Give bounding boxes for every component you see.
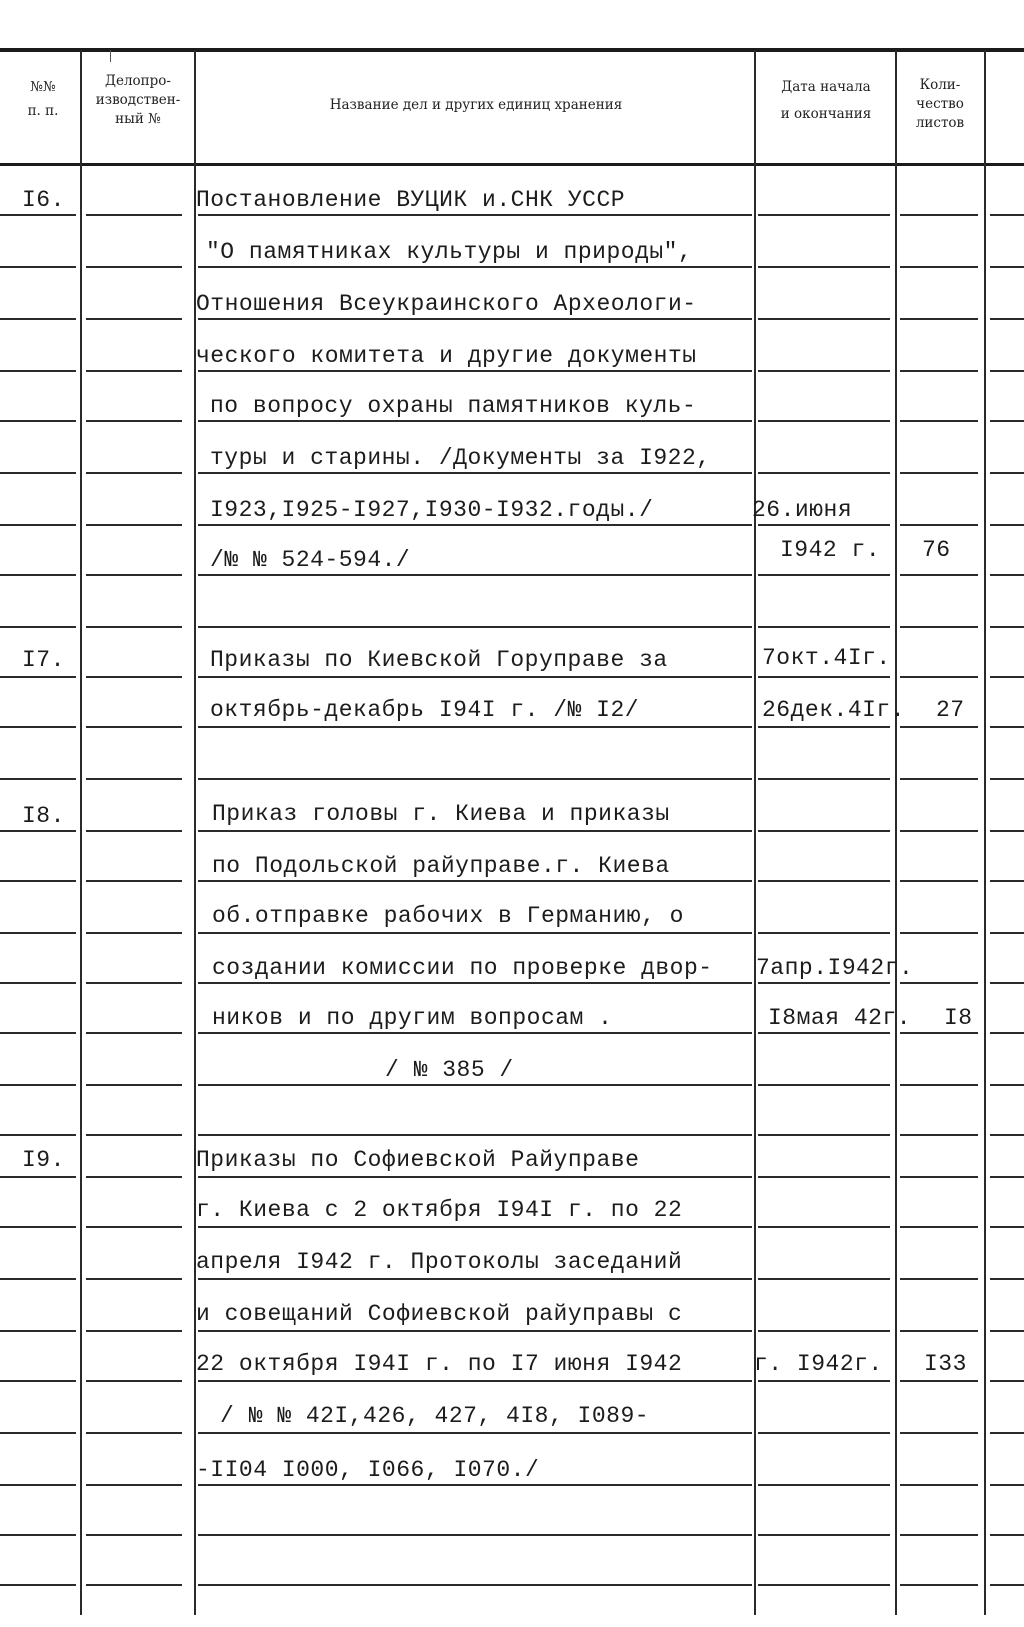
ruled-line — [758, 1484, 890, 1486]
header-text: чество — [916, 96, 964, 112]
ruled-line — [86, 472, 182, 474]
entry-sheets: I33 — [924, 1351, 967, 1377]
ruled-line — [900, 880, 978, 882]
ruled-line — [900, 214, 978, 216]
entry-title-line: туры и старины. /Документы за I922, — [210, 445, 711, 471]
ruled-line — [900, 370, 978, 372]
ruled-line — [900, 982, 978, 984]
ruled-line — [86, 1484, 182, 1486]
ruled-line — [758, 726, 890, 728]
ruled-line — [198, 574, 752, 576]
ruled-line — [990, 932, 1024, 934]
entry-date-start: 26.июня — [752, 497, 853, 523]
ruled-line — [990, 472, 1024, 474]
entry-title-line: апреля I942 г. Протоколы заседаний — [196, 1249, 683, 1275]
header-text: п. п. — [27, 103, 59, 119]
ruled-line — [990, 420, 1024, 422]
ruled-line — [900, 1176, 978, 1178]
entry-title-line: октябрь-декабрь I94I г. /№ I2/ — [210, 697, 640, 723]
header-office-number — [84, 72, 192, 129]
ruled-line — [0, 574, 76, 576]
ruled-line — [758, 1134, 890, 1136]
ruled-line — [86, 726, 182, 728]
entry-title-line: г. Киева с 2 октября I94I г. по 22 — [196, 1197, 683, 1223]
entry-title-line: и совещаний Софиевской райуправы с — [196, 1301, 683, 1327]
header-text: Делопро- — [105, 73, 171, 89]
ruled-line — [0, 1226, 76, 1228]
ruled-line — [900, 1584, 978, 1586]
ruled-line — [990, 214, 1024, 216]
ruled-line — [0, 1084, 76, 1086]
ruled-line — [198, 420, 752, 422]
ruled-line — [0, 778, 76, 780]
header-bottom-border — [0, 163, 1024, 166]
ruled-line — [0, 214, 76, 216]
entry-title-line: по вопросу охраны памятников куль- — [210, 393, 697, 419]
ruled-line — [198, 318, 752, 320]
ruled-line — [900, 1084, 978, 1086]
entry-date-end: I942 г. — [780, 537, 881, 563]
ruled-line — [900, 1226, 978, 1228]
ruled-line — [900, 1380, 978, 1382]
ruled-line — [86, 1032, 182, 1034]
ruled-line — [990, 1330, 1024, 1332]
ruled-line — [0, 626, 76, 628]
ruled-line — [758, 982, 890, 984]
ruled-line — [758, 1584, 890, 1586]
ruled-line — [900, 932, 978, 934]
entry-title-line: 22 октября I94I г. по I7 июня I942 — [196, 1351, 683, 1377]
ruled-line — [0, 880, 76, 882]
ruled-line — [900, 574, 978, 576]
ruled-line — [900, 1534, 978, 1536]
entry-title-line: по Подольской райуправе.г. Киева — [212, 853, 670, 879]
ruled-line — [758, 830, 890, 832]
entry-number: I7. — [22, 647, 65, 673]
ruled-line — [198, 778, 752, 780]
ruled-line — [198, 1484, 752, 1486]
ruled-line — [990, 1584, 1024, 1586]
ruled-line — [86, 932, 182, 934]
ruled-line — [198, 1278, 752, 1280]
ruled-line — [758, 1380, 890, 1382]
entry-sheets: 27 — [936, 697, 965, 723]
ruled-line — [758, 266, 890, 268]
entry-title-line: Отношения Всеукраинского Археологи- — [196, 291, 697, 317]
ruled-line — [900, 1432, 978, 1434]
entry-sheets: I8 — [944, 1005, 973, 1031]
ruled-line — [86, 214, 182, 216]
ruled-line — [86, 1380, 182, 1382]
ruled-line — [198, 1584, 752, 1586]
ruled-line — [86, 574, 182, 576]
ruled-line — [990, 726, 1024, 728]
entry-title-line: / № № 42I,426, 427, 4I8, I089- — [220, 1403, 650, 1429]
ruled-line — [0, 1330, 76, 1332]
ruled-line — [0, 1134, 76, 1136]
ruled-line — [758, 1534, 890, 1536]
ruled-line — [990, 982, 1024, 984]
column-divider — [754, 50, 756, 1615]
entry-date-end: г. I942г. — [754, 1351, 883, 1377]
ruled-line — [900, 778, 978, 780]
header-text: изводствен- — [95, 92, 181, 108]
ruled-line — [900, 472, 978, 474]
ruled-line — [86, 318, 182, 320]
ruled-line — [990, 880, 1024, 882]
ruled-line — [198, 214, 752, 216]
entry-number: I6. — [22, 187, 65, 213]
ruled-line — [198, 830, 752, 832]
ruled-line — [758, 1084, 890, 1086]
ruled-line — [0, 1176, 76, 1178]
ruled-line — [990, 1176, 1024, 1178]
entry-number: I9. — [22, 1147, 65, 1173]
ruled-line — [990, 1432, 1024, 1434]
header-number — [10, 78, 76, 121]
ruled-line — [758, 880, 890, 882]
ruled-line — [990, 778, 1024, 780]
ruled-line — [990, 1032, 1024, 1034]
ruled-line — [198, 1032, 752, 1034]
entry-title-line: "О памятниках культуры и природы", — [206, 239, 693, 265]
ruled-line — [990, 1484, 1024, 1486]
ruled-line — [86, 626, 182, 628]
entry-title-line: Приказы по Киевской Горуправе за — [210, 647, 668, 673]
column-divider — [80, 50, 82, 1615]
ruled-line — [198, 1176, 752, 1178]
ruled-line — [86, 880, 182, 882]
tick-mark — [110, 50, 111, 62]
ruled-line — [758, 1278, 890, 1280]
ruled-line — [900, 318, 978, 320]
entry-title-line: Приказы по Софиевской Райуправе — [196, 1147, 640, 1173]
ruled-line — [198, 472, 752, 474]
ruled-line — [86, 778, 182, 780]
ruled-line — [0, 676, 76, 678]
ruled-line — [900, 830, 978, 832]
ruled-line — [900, 1484, 978, 1486]
ruled-line — [198, 626, 752, 628]
header-text: Название дел и других единиц хранения — [329, 97, 623, 113]
ruled-line — [758, 318, 890, 320]
column-divider — [984, 50, 986, 1615]
ruled-line — [990, 830, 1024, 832]
entry-title-line: Постановление ВУЦИК и.СНК УССР — [196, 187, 626, 213]
ruled-line — [0, 524, 76, 526]
ruled-line — [758, 626, 890, 628]
ruled-line — [900, 1032, 978, 1034]
entry-title-line: ников и по другим вопросам . — [212, 1005, 613, 1031]
ruled-line — [86, 982, 182, 984]
ruled-line — [900, 1330, 978, 1332]
header-text: листов — [915, 115, 965, 131]
ruled-line — [198, 982, 752, 984]
ruled-line — [0, 1584, 76, 1586]
entry-title-line: Приказ головы г. Киева и приказы — [212, 801, 670, 827]
ruled-line — [86, 1278, 182, 1280]
ruled-line — [900, 1134, 978, 1136]
entry-title-line: / № 385 / — [385, 1057, 514, 1083]
ruled-line — [758, 524, 890, 526]
ruled-line — [86, 1534, 182, 1536]
ruled-line — [990, 266, 1024, 268]
entry-title-line: ческого комитета и другие документы — [196, 343, 697, 369]
ruled-line — [900, 676, 978, 678]
ruled-line — [990, 676, 1024, 678]
header-text: Коли- — [919, 77, 961, 93]
header-text: ный № — [115, 111, 161, 127]
ruled-line — [990, 1226, 1024, 1228]
ruled-line — [86, 266, 182, 268]
ruled-line — [0, 1278, 76, 1280]
ruled-line — [198, 1380, 752, 1382]
ruled-line — [198, 726, 752, 728]
ruled-line — [758, 1432, 890, 1434]
ruled-line — [900, 1278, 978, 1280]
ruled-line — [198, 1134, 752, 1136]
ruled-line — [198, 1084, 752, 1086]
ruled-line — [0, 472, 76, 474]
ruled-line — [198, 1330, 752, 1332]
ruled-line — [0, 370, 76, 372]
ruled-line — [198, 676, 752, 678]
ruled-line — [990, 574, 1024, 576]
ruled-line — [198, 880, 752, 882]
entry-title-line: создании комиссии по проверке двор- — [212, 955, 713, 981]
ruled-line — [0, 318, 76, 320]
entry-date-end: 26дек.4Iг. — [762, 697, 906, 723]
ruled-line — [86, 1584, 182, 1586]
header-title — [200, 96, 752, 115]
ruled-line — [0, 420, 76, 422]
ruled-line — [900, 524, 978, 526]
ruled-line — [198, 266, 752, 268]
ruled-line — [0, 1032, 76, 1034]
ruled-line — [758, 1226, 890, 1228]
ruled-line — [86, 420, 182, 422]
entry-number: I8. — [22, 803, 65, 829]
header-text: и окончания — [780, 106, 872, 122]
ruled-line — [0, 982, 76, 984]
entry-date-start: 7апр.I942г. — [756, 955, 914, 981]
ruled-line — [758, 778, 890, 780]
ruled-line — [86, 676, 182, 678]
ruled-line — [0, 1484, 76, 1486]
ruled-line — [86, 1432, 182, 1434]
ruled-line — [900, 266, 978, 268]
entry-title-line: I923,I925-I927,I930-I932.годы./ — [210, 497, 654, 523]
ruled-line — [990, 1134, 1024, 1136]
ruled-line — [758, 420, 890, 422]
ruled-line — [990, 1278, 1024, 1280]
entry-title-line: -II04 I000, I066, I070./ — [196, 1457, 540, 1483]
ruled-line — [86, 1084, 182, 1086]
ruled-line — [758, 1032, 890, 1034]
header-text: №№ — [30, 79, 56, 95]
ruled-line — [0, 932, 76, 934]
ruled-line — [758, 1330, 890, 1332]
ruled-line — [990, 318, 1024, 320]
ruled-line — [900, 726, 978, 728]
ruled-line — [758, 574, 890, 576]
entry-date-end: I8мая 42г. — [768, 1005, 912, 1031]
ruled-line — [758, 472, 890, 474]
ruled-line — [198, 932, 752, 934]
ruled-line — [990, 1084, 1024, 1086]
top-border — [0, 48, 1024, 52]
ruled-line — [86, 1176, 182, 1178]
ruled-line — [0, 726, 76, 728]
ruled-line — [198, 524, 752, 526]
entry-title-line: /№ № 524-594./ — [210, 547, 411, 573]
ruled-line — [86, 830, 182, 832]
ruled-line — [0, 1380, 76, 1382]
ruled-line — [990, 626, 1024, 628]
ruled-line — [758, 676, 890, 678]
entry-sheets: 76 — [922, 537, 951, 563]
entry-date-start: 7окт.4Iг. — [762, 645, 891, 671]
ruled-line — [86, 1134, 182, 1136]
ruled-line — [758, 214, 890, 216]
ruled-line — [86, 1226, 182, 1228]
ruled-line — [86, 1330, 182, 1332]
header-sheets — [898, 76, 982, 133]
ruled-line — [198, 1226, 752, 1228]
ruled-line — [900, 420, 978, 422]
ruled-line — [0, 266, 76, 268]
column-divider — [194, 50, 196, 1615]
ruled-line — [990, 524, 1024, 526]
ruled-line — [198, 370, 752, 372]
ruled-line — [0, 1534, 76, 1536]
header-text: Дата начала — [781, 79, 871, 95]
header-dates — [758, 78, 894, 124]
ruled-line — [86, 370, 182, 372]
ruled-line — [990, 370, 1024, 372]
ruled-line — [0, 830, 76, 832]
ruled-line — [758, 370, 890, 372]
column-divider — [895, 50, 897, 1615]
ruled-line — [0, 1432, 76, 1434]
ruled-line — [86, 524, 182, 526]
ruled-line — [198, 1534, 752, 1536]
ruled-line — [198, 1432, 752, 1434]
ruled-line — [758, 932, 890, 934]
ruled-line — [990, 1380, 1024, 1382]
entry-title-line: об.отправке рабочих в Германию, о — [212, 903, 684, 929]
ruled-line — [900, 626, 978, 628]
ruled-line — [990, 1534, 1024, 1536]
ruled-line — [758, 1176, 890, 1178]
